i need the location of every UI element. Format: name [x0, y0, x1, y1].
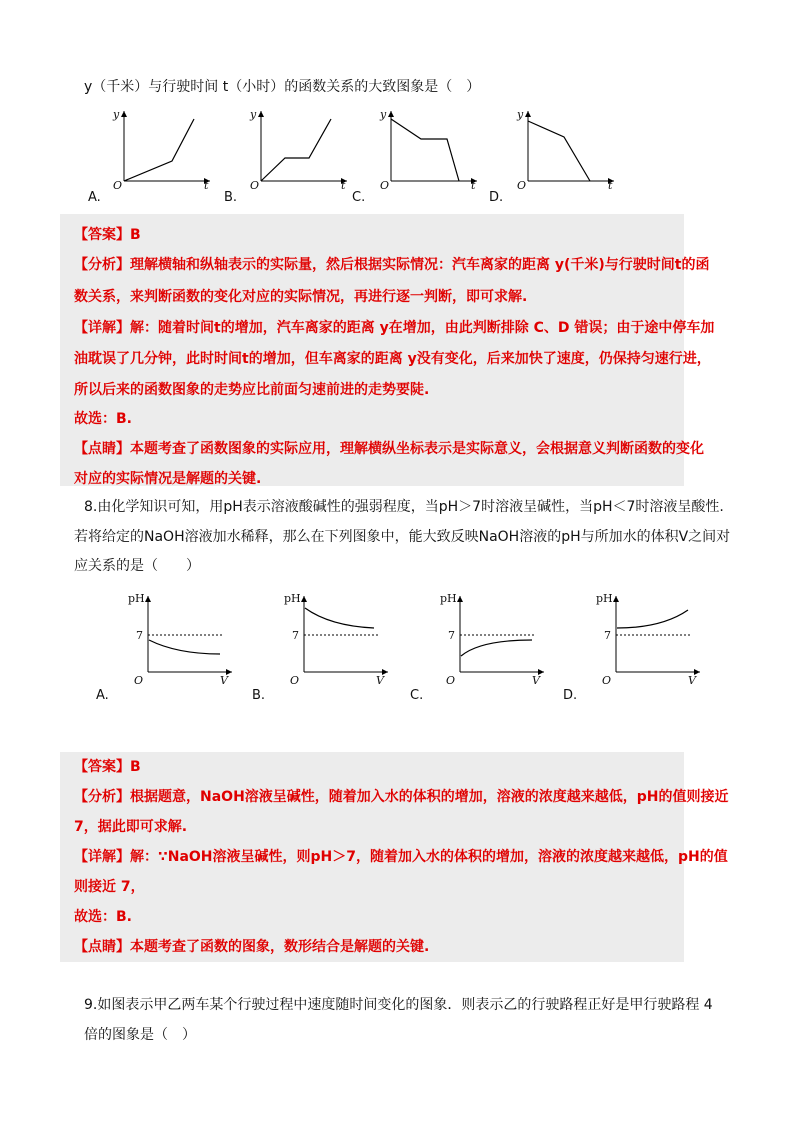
q7-detail-line-1: 【详解】解：随着时间t的增加，汽车离家的距离 y在增加，由此判断排除 C、D 错误；由于途中停车加: [74, 320, 715, 336]
q7-choice: 故选：B.: [74, 411, 132, 427]
q9-stem-line-1: 9.如图表示甲乙两车某个行驶过程中速度随时间变化的图象．则表示乙的行驶路程正好是甲行驶路程 4: [84, 997, 713, 1013]
q8-b-y-label: pH: [284, 592, 301, 605]
q7-answer: 【答案】B: [74, 227, 141, 243]
q8-option-c: C.: [410, 688, 424, 703]
q8-a-x-label: V: [220, 674, 228, 687]
q7-b-y-label: y: [250, 108, 257, 121]
q8-choice: 故选：B.: [74, 909, 132, 925]
q8-c-origin: O: [446, 674, 456, 687]
q8-graph-c: [434, 590, 549, 685]
q7-option-c: C.: [352, 190, 366, 205]
q7-a-origin: O: [113, 179, 123, 192]
q7-answer-block: [60, 214, 715, 487]
q7-graph-d: [514, 105, 624, 190]
q8-detail-line-2: 则接近 7，: [74, 879, 145, 895]
q7-comment-line-2: 对应的实际情况是解题的关键.: [74, 471, 262, 487]
q7-c-y-label: y: [380, 108, 387, 121]
q7-graph-b: [247, 105, 357, 190]
q8-analysis-line-1: 【分析】根据题意，NaOH溶液呈碱性，随着加入水的体积的增加，溶液的浓度越来越低，pH的值则接近: [74, 789, 729, 805]
q7-d-x-label: t: [608, 179, 613, 192]
q7-analysis-line-2: 数关系，来判断函数的变化对应的实际情况，再进行逐一判断，即可求解.: [74, 289, 528, 305]
q7-comment-line-1: 【点睛】本题考查了函数图象的实际应用，理解横纵坐标表示是实际意义，会根据意义判断函数的变化: [74, 441, 704, 457]
q8-c-y-label: pH: [440, 592, 457, 605]
q7-option-b: B.: [224, 190, 238, 205]
q8-stem-line-1: 8.由化学知识可知，用pH表示溶液酸碱性的强弱程度，当pH＞7时溶液呈碱性，当pH＜7时溶液呈酸性.: [84, 499, 724, 515]
q7-d-y-label: y: [517, 108, 524, 121]
q8-graph-a: [122, 590, 237, 685]
q7-detail-line-3: 所以后来的函数图象的走势应比前面匀速前进的走势要陡.: [74, 382, 430, 398]
q7-a-y-label: y: [113, 108, 120, 121]
q8-d-origin: O: [602, 674, 612, 687]
q7-analysis-line-1: 【分析】理解横轴和纵轴表示的实际量，然后根据实际情况：汽车离家的距离 y(千米)与行驶时间t的函: [74, 257, 710, 273]
q7-detail-line-2: 油耽误了几分钟，此时时间t的增加，但车离家的距离 y没有变化，后来加快了速度，仍保持匀速行进，: [74, 351, 711, 367]
q8-graph-b: [278, 590, 393, 685]
q8-b-x-label: V: [376, 674, 384, 687]
q8-analysis-line-2: 7，据此即可求解.: [74, 819, 188, 835]
q8-answer: 【答案】B: [74, 759, 141, 775]
q8-b-origin: O: [290, 674, 300, 687]
q8-a-y-label: pH: [128, 592, 145, 605]
q8-graph-d: [590, 590, 705, 685]
q8-c-x-label: V: [532, 674, 540, 687]
q7-option-a: A.: [88, 190, 101, 205]
q8-detail-line-1: 【详解】解：∵NaOH溶液呈碱性，则pH＞7，随着加入水的体积的增加，溶液的浓度越来越低，pH的值: [74, 849, 728, 865]
q7-b-x-label: t: [341, 179, 346, 192]
q8-a-origin: O: [134, 674, 144, 687]
q8-option-a: A.: [96, 688, 109, 703]
q7-c-x-label: t: [471, 179, 476, 192]
q8-option-b: B.: [252, 688, 266, 703]
q8-comment-line-1: 【点睛】本题考查了函数的图象，数形结合是解题的关键.: [74, 939, 430, 955]
q7-graph-a: [110, 105, 220, 190]
q7-b-origin: O: [250, 179, 260, 192]
q8-c-mark: 7: [448, 629, 455, 642]
q7-a-x-label: t: [204, 179, 209, 192]
q9-stem-line-2: 倍的图象是（ ）: [84, 1027, 196, 1043]
q8-d-mark: 7: [604, 629, 611, 642]
q8-d-y-label: pH: [596, 592, 613, 605]
q8-answer-block: [60, 752, 729, 962]
q7-graph-c: [377, 105, 487, 190]
q8-stem-line-2: 若将给定的NaOH溶液加水稀释，那么在下列图象中，能大致反映NaOH溶液的pH与所加水的体积V之间对: [74, 529, 731, 545]
q7-c-origin: O: [380, 179, 390, 192]
q8-stem-line-3: 应关系的是（ ）: [74, 558, 200, 574]
q7-stem-tail: y（千米）与行驶时间 t（小时）的函数关系的大致图象是（ ）: [84, 79, 481, 95]
q8-b-mark: 7: [292, 629, 299, 642]
q8-option-d: D.: [563, 688, 578, 703]
q8-a-mark: 7: [136, 629, 143, 642]
q7-d-origin: O: [517, 179, 527, 192]
q8-d-x-label: V: [688, 674, 696, 687]
q7-option-d: D.: [489, 190, 504, 205]
